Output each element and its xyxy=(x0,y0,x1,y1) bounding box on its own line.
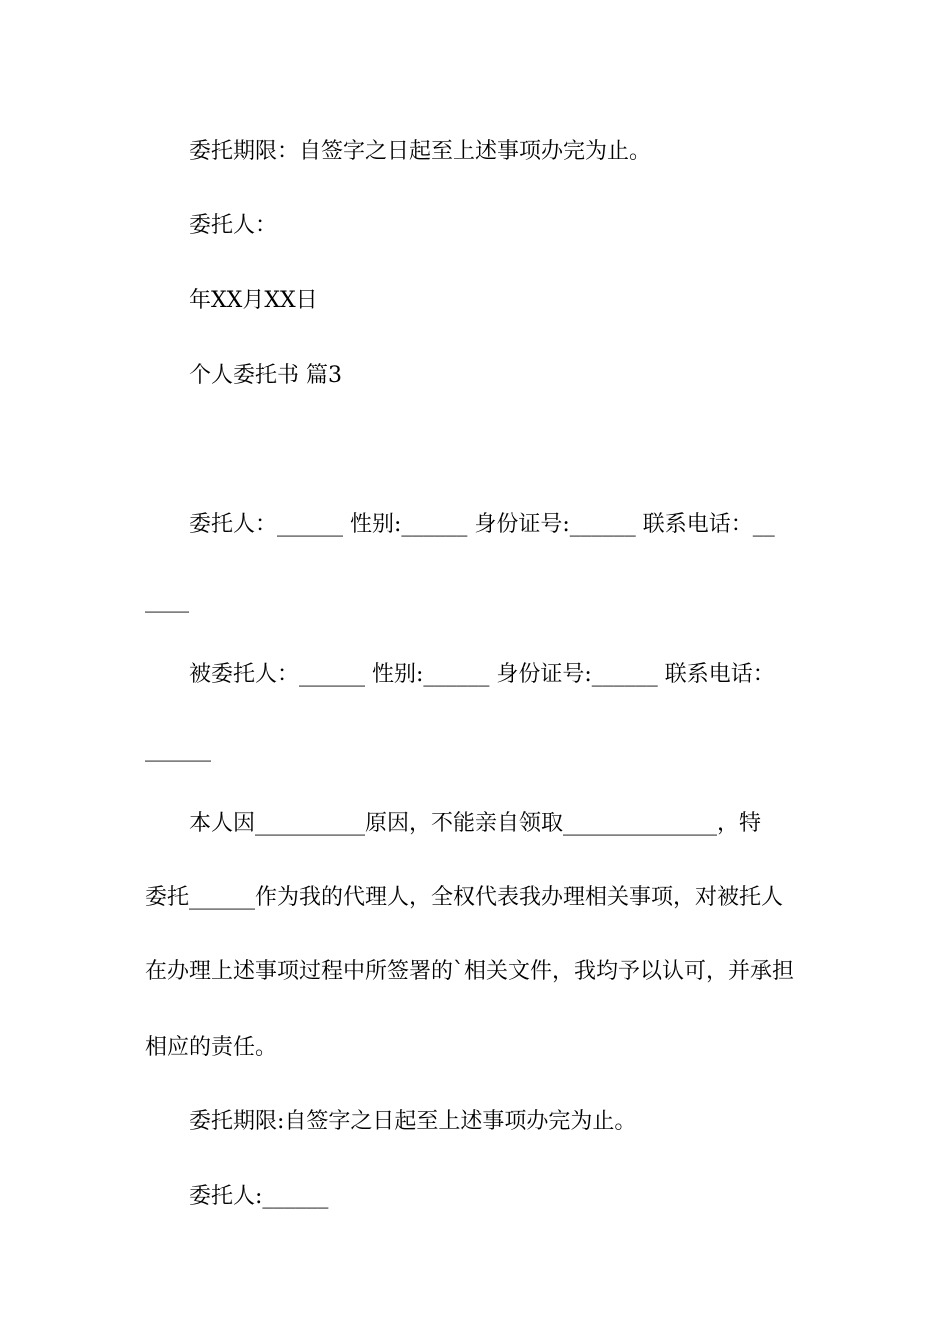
agent-info-line: 被委托人：______ 性别:______ 身份证号:______ 联系电话： xyxy=(189,662,775,687)
body-paragraph-line-2: 委托______作为我的代理人，全权代表我办理相关事项，对被托人 xyxy=(145,885,784,910)
principal-label: 委托人： xyxy=(189,213,278,238)
principal-signature-line: 委托人:______ xyxy=(189,1184,329,1209)
principal-info-continuation: ____ xyxy=(145,588,189,613)
entrust-period-line-2: 委托期限:自签字之日起至上述事项办完为止。 xyxy=(189,1109,637,1134)
section-heading: 个人委托书 篇3 xyxy=(189,363,342,388)
date-line: 年XX月XX日 xyxy=(189,288,318,313)
body-paragraph-line-4: 相应的责任。 xyxy=(145,1035,278,1060)
body-paragraph-line-1: 本人因__________原因，不能亲自领取______________，特 xyxy=(189,811,762,836)
body-paragraph-line-3: 在办理上述事项过程中所签署的`相关文件，我均予以认可，并承担 xyxy=(145,959,795,984)
agent-info-continuation: ______ xyxy=(145,737,211,762)
principal-info-line: 委托人：______ 性别:______ 身份证号:______ 联系电话：__ xyxy=(189,512,775,537)
entrust-period-line: 委托期限：自签字之日起至上述事项办完为止。 xyxy=(189,139,652,164)
